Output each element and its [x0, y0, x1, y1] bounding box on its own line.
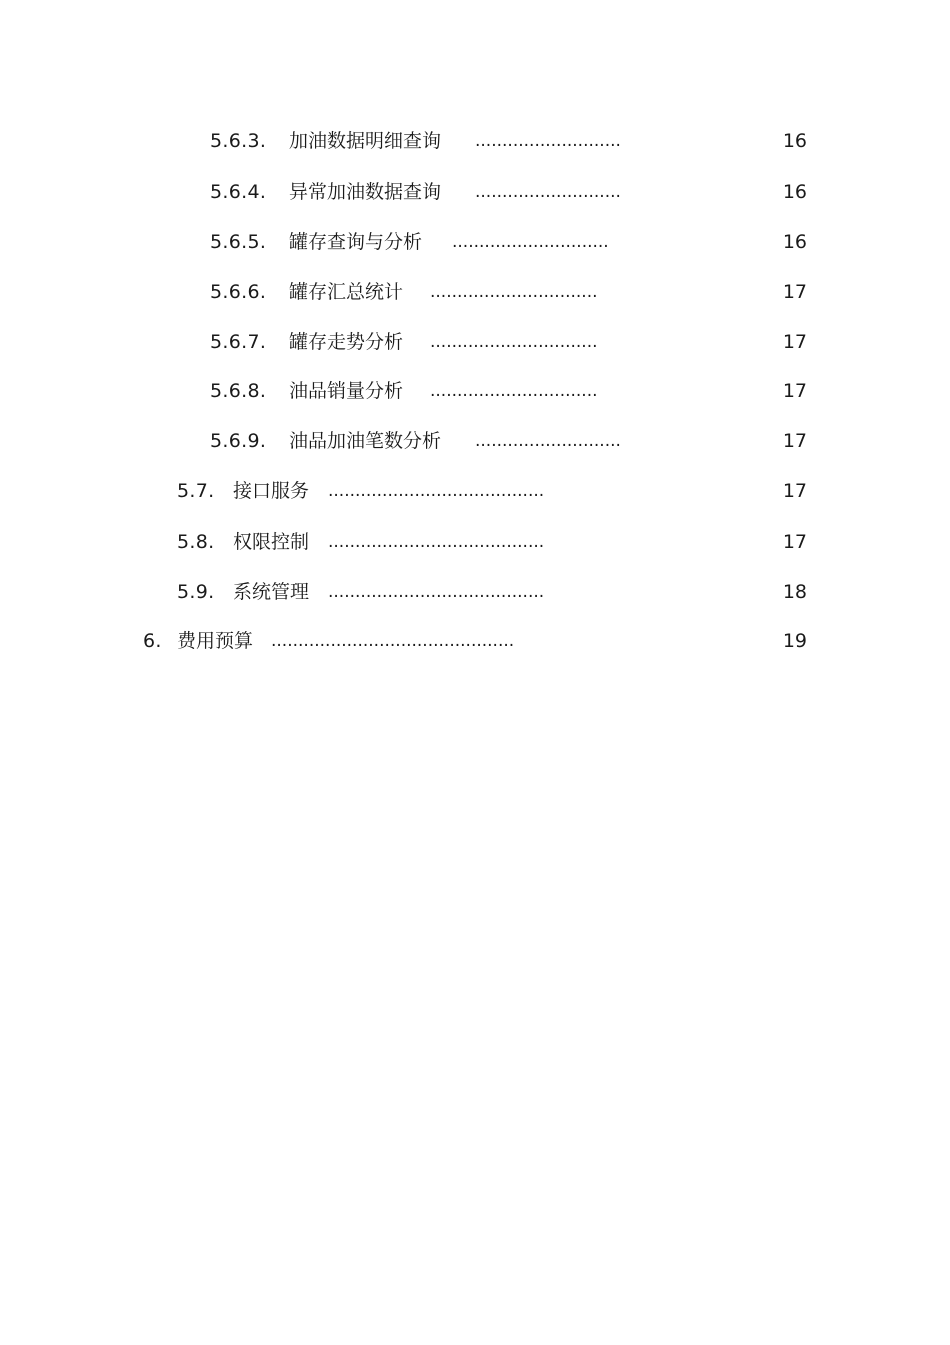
toc-dot-leader: ............................................. [271, 631, 515, 651]
toc-entry-title: 接口服务 [233, 480, 310, 502]
toc-entry-title: 罐存查询与分析 [289, 231, 423, 253]
toc-dot-leader: ............................. [452, 232, 609, 252]
toc-dot-leader: ............................... [430, 381, 598, 401]
toc-page-number: 17 [782, 430, 807, 452]
toc-entry-title: 罐存汇总统计 [289, 281, 404, 303]
toc-entry-number: 5.6.7. [210, 331, 267, 353]
toc-dot-leader: ........................... [475, 182, 621, 202]
toc-entry-5-8[interactable] [177, 528, 807, 556]
toc-entry-5-9[interactable] [177, 578, 807, 606]
toc-entry-number: 5.6.4. [210, 181, 267, 203]
toc-entry-number: 5.6.9. [210, 430, 267, 452]
toc-page-number: 19 [782, 630, 807, 652]
toc-dot-leader: ........................................ [328, 481, 545, 501]
toc-entry-title: 油品销量分析 [289, 380, 404, 402]
toc-entry-title: 异常加油数据查询 [289, 181, 442, 203]
toc-page-number: 17 [782, 281, 807, 303]
toc-page-number: 17 [782, 331, 807, 353]
toc-entry-number: 5.9. [177, 581, 215, 603]
toc-dot-leader: ............................... [430, 332, 598, 352]
toc-entry-number: 5.6.8. [210, 380, 267, 402]
toc-entry-number: 5.7. [177, 480, 215, 502]
toc-entry-number: 5.6.5. [210, 231, 267, 253]
toc-entry-title: 系统管理 [233, 581, 310, 603]
toc-entry-title: 加油数据明细查询 [289, 130, 442, 152]
toc-entry-title: 费用预算 [177, 630, 254, 652]
toc-entry-number: 5.8. [177, 531, 215, 553]
toc-entry-number: 5.6.6. [210, 281, 267, 303]
toc-entry-6[interactable] [143, 627, 807, 655]
toc-entry-title: 权限控制 [233, 531, 310, 553]
toc-dot-leader: ........................................ [328, 532, 545, 552]
toc-dot-leader: ........................... [475, 131, 621, 151]
toc-entry-number: 6. [143, 630, 162, 652]
toc-page-number: 18 [782, 581, 807, 603]
toc-entry-5-6-5[interactable] [210, 228, 807, 256]
toc-entry-5-6-7[interactable] [210, 328, 807, 356]
toc-entry-title: 油品加油笔数分析 [289, 430, 442, 452]
toc-entry-5-6-4[interactable] [210, 178, 807, 206]
toc-entry-5-6-6[interactable] [210, 278, 807, 306]
toc-entry-5-7[interactable] [177, 477, 807, 505]
toc-page-number: 16 [782, 181, 807, 203]
toc-page-number: 17 [782, 480, 807, 502]
toc-entry-5-6-3[interactable] [210, 127, 807, 155]
toc-entry-5-6-9[interactable] [210, 427, 807, 455]
toc-page-number: 16 [782, 130, 807, 152]
toc-entry-title: 罐存走势分析 [289, 331, 404, 353]
toc-entry-5-6-8[interactable] [210, 377, 807, 405]
toc-page-number: 17 [782, 531, 807, 553]
toc-page-number: 16 [782, 231, 807, 253]
toc-entry-number: 5.6.3. [210, 130, 267, 152]
toc-dot-leader: ........................... [475, 431, 621, 451]
toc-dot-leader: ........................................ [328, 582, 545, 602]
toc-dot-leader: ............................... [430, 282, 598, 302]
toc-page-number: 17 [782, 380, 807, 402]
